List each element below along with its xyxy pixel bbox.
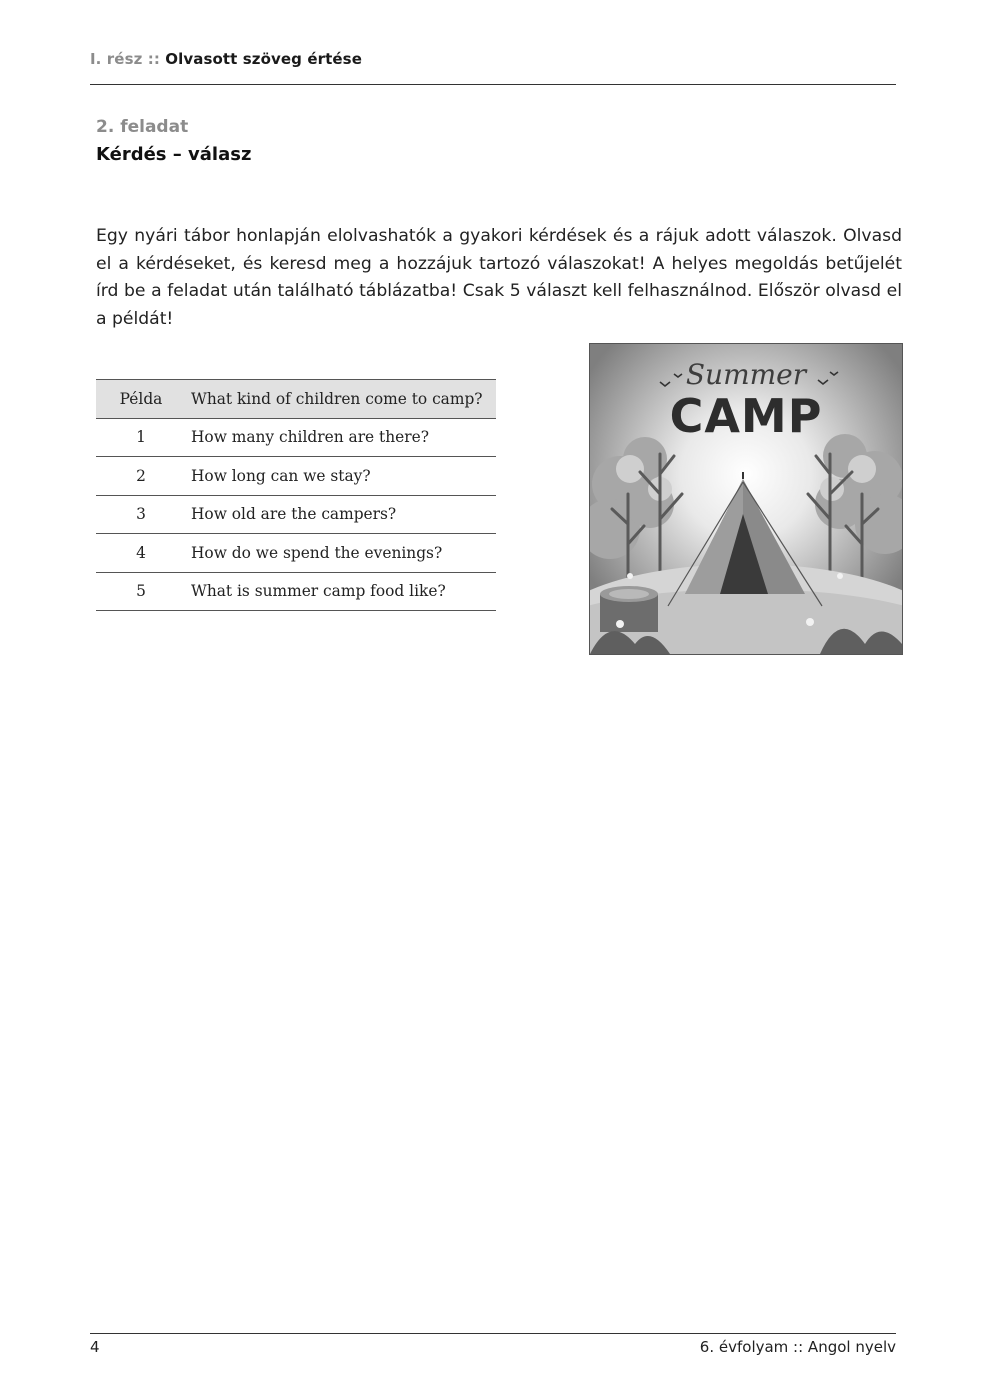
task-number: 2. feladat (96, 117, 189, 137)
table-row (96, 495, 496, 534)
question-text: What kind of children come to camp? (186, 380, 496, 419)
task-instructions: Egy nyári tábor honlapján elolvashatók a gyakori kérdések és a rájuk adott válaszok. Olvasd el a kérdéseket, és keresd meg a hozzájuk tartozó válaszokat! A helyes megoldás betűjelét írd be a feladat után található táblázatba! Csak 5 választ kell felhasználnod. Először olvasd el a példát! (96, 226, 902, 329)
illustration-block-text: CAMP (669, 389, 823, 443)
table-row (96, 457, 496, 496)
question-text: How do we spend the evenings? (186, 534, 496, 573)
page-number: 4 (90, 1338, 100, 1356)
task-title: Kérdés – válasz (96, 144, 252, 165)
summer-camp-illustration (589, 343, 903, 655)
question-text: How long can we stay? (186, 457, 496, 496)
question-label: 4 (96, 534, 186, 573)
footer-subject: 6. évfolyam :: Angol nyelv (699, 1338, 896, 1356)
question-label: 5 (96, 572, 186, 611)
table-row (96, 572, 496, 611)
question-text: How many children are there? (186, 418, 496, 457)
header-section-title: Olvasott szöveg értése (165, 50, 362, 68)
table-row (96, 418, 496, 457)
page-header (90, 50, 362, 68)
question-label: Példa (96, 380, 186, 419)
question-label: 2 (96, 457, 186, 496)
footer-divider (90, 1333, 896, 1334)
question-text: How old are the campers? (186, 495, 496, 534)
header-divider (90, 84, 896, 85)
illustration-script-text: Summer (685, 358, 807, 391)
table-row-example (96, 380, 496, 419)
question-label: 1 (96, 418, 186, 457)
header-part-label: I. rész :: (90, 50, 160, 68)
table-row (96, 534, 496, 573)
questions-table (96, 379, 496, 611)
question-text: What is summer camp food like? (186, 572, 496, 611)
question-label: 3 (96, 495, 186, 534)
